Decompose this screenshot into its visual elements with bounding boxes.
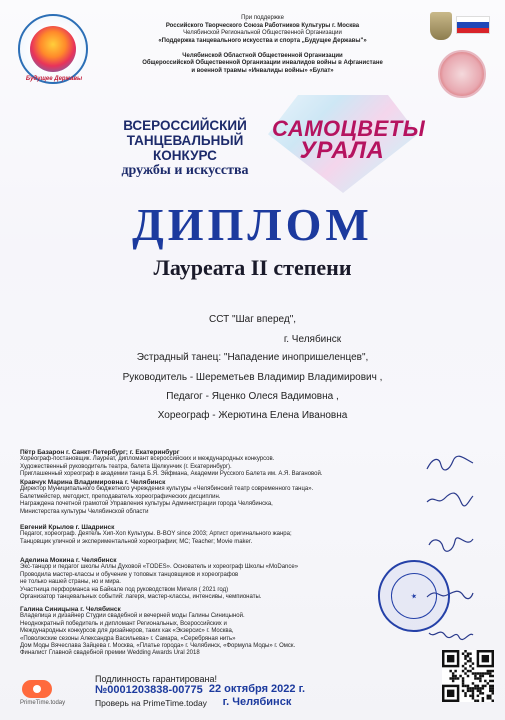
signature-3 [425,535,475,553]
support-line: Общероссийской Общественной Организации инвалидов войны в Афганистане [142,60,383,66]
recipient-city: г. Челябинск [283,334,342,345]
jury-member-bio-line: Экс-танцор и педагог школы Аллы Духовой «TODES». Основатель и хореограф Школы «MoDance» [20,564,299,571]
jury-member [20,479,415,516]
contest-title [100,118,270,178]
jury-member-name: Аделина Мокина г. Челябинск [20,557,117,564]
primetime-logo [22,680,52,698]
issue-city: г. Челябинск [222,696,292,708]
support-line [100,45,425,53]
jury-member-bio-line: Директор Муниципального бюджетного учреждения культуры «Челябинский театр современного танца». [20,486,314,493]
authenticity-note: Подлинность гарантирована! [95,674,217,684]
support-line: При поддержке [241,15,284,21]
festival-logo [18,14,88,84]
contest-title-line3: дружбы и искусства [121,163,249,178]
jury-member-bio-line: «Поволжские сезоны Александра Васильева» г. Самара, «Серебряная нить» [20,635,236,642]
official-stamp: ★ [372,554,455,637]
jury-member-bio-line: Организатор танцевальных событий: лагеря, мастер-классы, интенсивы, чемпионаты. [20,594,262,601]
support-organizations [100,15,425,75]
recipient-teacher: Педагог - Яценко Олеся Вадимовна , [166,391,339,402]
qr-pattern [442,650,494,702]
recipient-nomination: Эстрадный танец: "Нападение инопришеленцев", [136,352,369,363]
russian-flag-icon [456,16,490,34]
support-line: Челябинской Региональной Общественной Организации [183,30,342,36]
jury-member-bio-line: Владелица и дизайнер Студии свадебной и вечерней моды Галины Синицыной. [20,613,245,620]
recipient-studio: ССТ "Шаг вперед", [208,314,297,325]
bulat-organization-logo [438,50,486,98]
signature-2 [425,490,475,508]
contest-title-line1: ВСЕРОССИЙСКИЙ [123,118,247,133]
jury-member-bio-line: Балетмейстер, методист, преподаватель хореографических дисциплин. [20,493,221,500]
jury-member-bio-line: Приглашенный хореограф в академии танца Б.Я. Эйфмана, Академии Русского Балета им. А.Я. Вагановой. [20,471,323,478]
diploma-number: №0001203838-00775 [95,684,203,696]
support-line: Российского Творческого Союза Работников Культуры г. Москва [165,22,360,29]
jury-member-bio-line: Международных конкурсов для дизайнеров, таких как «Экзерсис» г. Москва, [20,628,234,635]
qr-code[interactable] [442,650,494,702]
contest-title-line2: ТАНЦЕВАЛЬНЫЙ КОНКУРС [126,133,244,163]
jury-member-bio-line: Художественный руководитель театра, балета Щелкунчик (г. Екатеринбург). [20,463,232,470]
diploma-degree: Лауреата II степени [153,255,352,280]
jury-member-bio-line: Неоднократный победитель и дипломант Региональных, Всероссийских и [20,620,227,627]
jury-member-bio-line: Танцовщик уличной и экспериментальной хореографии; MC; Teacher; Movie maker. [20,538,253,545]
jury-member-bio-line: Финалист Главной свадебной премии Wedding Awards Ural 2018 [20,650,200,657]
jury-member-name: Пётр Базарон г. Санкт-Петербург; г. Екатеринбург [20,449,180,456]
jury-member-name: Кравчук Марина Владимировна г. Челябинск [20,479,166,486]
signature-5 [425,625,475,643]
issue-date: 22 октября 2022 г. [208,683,306,695]
support-line: и военной травмы «Инвалиды войны» «Булат» [191,67,334,74]
jury-member [20,449,415,479]
jury-member-bio-line: Награждена почетной грамотой Управления культуры Администрации города Челябинска, [20,501,273,508]
festival-logo-caption: Будущее Державы [25,76,83,82]
verify-link[interactable]: Проверь на PrimeTime.today [95,698,207,708]
jury-member [20,524,415,546]
jury-member-bio-line: Министерства культуры Челябинской области [20,508,149,515]
flag-stripe-red [457,28,489,33]
jury-member-bio-line: Дом Моды Вячеслава Зайцева г. Москва, «Платье города» г. Челябинск, «Формула Моды» г. Омск. [20,643,296,650]
jury-member-name: Евгений Крылов г. Шадринск [20,524,115,531]
jury-member-name: Галина Синицына г. Челябинск [20,606,121,613]
recipient-choreographer: Хореограф - Жерютина Елена Ивановна [157,410,348,421]
jury-member-bio-line: Хореограф-постановщик. Лауреат, дипломант всероссийских и международных конкурсов. [20,456,275,463]
jury-member-bio-line: Участница перформанса на Байкале под руководством Мигеля ( 2021 год) [20,586,229,593]
jury-member [20,557,415,601]
jury-member-bio-line: не только нашей страны, но и мира. [20,579,121,586]
primetime-logo-text: PrimeTime.today [20,700,66,706]
brand-line1: САМОЦВЕТЫ [272,116,426,141]
jury-member [20,606,415,658]
jury-member-bio-line: Проводила мастер-классы и обучение у топовых танцовщиков и хореографов [20,571,239,578]
jury-member-bio-line: Педагог, хореограф. Деятель Хип-Хоп Культуры. B-BOY since 2003; Артист оригинального жанра; [20,531,292,538]
contest-brand-name [272,116,426,164]
support-line: «Поддержка танцевального искусства и спорта „Будущее Державы"» [158,37,367,44]
signature-1 [425,455,475,473]
brand-line2: УРАЛА [299,137,385,164]
recipient-leader: Руководитель - Шереметьев Владимир Владимирович , [122,372,383,383]
diploma-title: ДИПЛОМ [132,199,373,250]
coat-of-arms-icon [430,12,452,40]
issue-date-block [202,683,312,709]
support-line: Челябинской Областной Общественной Организации [182,52,343,59]
